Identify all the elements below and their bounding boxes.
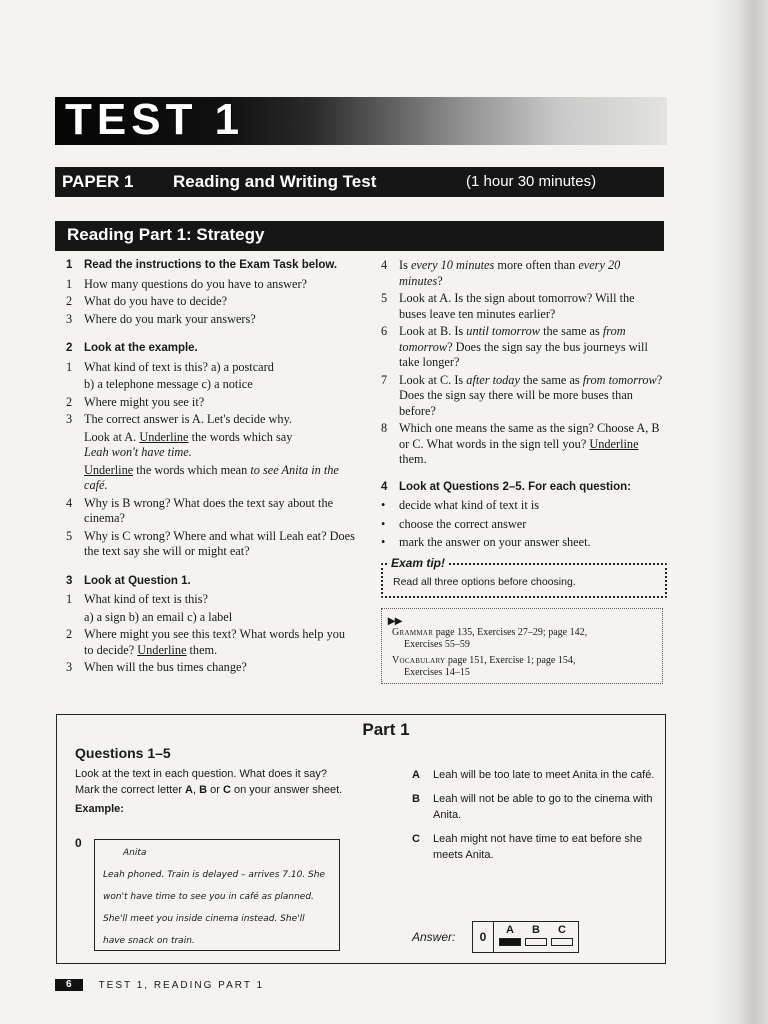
step-3-item: 4 Is every 10 minutes more often than every 20 minutes? [381,258,621,288]
step-3-item: 8 Which one means the same as the sign? Choose A, B or C. What words in the sign tell you? Underline them. [381,421,660,466]
step-2-item: 2 Where might you see it? [66,394,205,409]
paper-label: PAPER 1 [62,172,134,191]
paper-heading-bar [55,167,664,197]
part-title: Part 1 [362,720,410,739]
step-3-item-options: a) a sign b) an email c) a label [84,609,233,624]
step-4-bullet: • choose the correct answer [381,516,527,531]
step-4-heading: 4 Look at Questions 2–5. For each question: [381,480,631,493]
step-2-item: 1 What kind of text is this? a) a postcard [66,359,274,374]
step-4-bullet: • mark the answer on your answer sheet. [381,535,591,549]
step-3-item: 2 Where might you see this text? What words help you to decide? Underline them. [66,627,346,657]
vocabulary-reference: Vocabulary page 151, Exercise 1; page 154, [392,655,576,666]
page-number: 6 [55,979,83,991]
step-3-item: 1 What kind of text is this? [66,592,208,606]
questions-heading: Questions 1–5 [75,745,171,761]
answer-cell-a: A [497,924,523,950]
answer-cell-b: B [523,924,549,950]
page-footer [55,979,264,991]
step-3-item: 3 When will the bus times change? [66,660,247,674]
step-2-instruction: Look at A. Underline the words which say Leah won't have time. [84,429,293,459]
answer-label: Answer: [412,930,456,944]
section-heading-bar [55,221,664,251]
paper-duration: (1 hour 30 minutes) [466,173,597,190]
answer-grid [412,921,579,953]
step-1-item: 2 What do you have to decide? [66,294,228,308]
step-4-bullet: • decide what kind of text it is [381,498,540,512]
step-3-item: 5 Look at A. Is the sign about tomorrow? Will the buses leave ten minutes earlier? [381,291,635,321]
step-2-item: 3 The correct answer is A. Let's decide why. [66,412,292,426]
step-2-item-options: b) a telephone message c) a notice [84,377,253,391]
step-1-heading: 1 Read the instructions to the Exam Task below. [66,259,338,271]
example-label: Example: [75,803,124,815]
page-spine-shadow [710,0,768,1024]
test-banner [55,97,667,145]
step-2-instruction: Underline the words which mean to see Anita in the café. [84,462,339,492]
step-2-heading: 2 Look at the example. [66,342,198,354]
grammar-reference: Grammar page 135, Exercises 27–29; page 142, [392,627,588,638]
step-3-item: 6 Look at B. Is until tomorrow the same as from tomorrow? Does the sign say the bus journeys will take longer? [381,324,648,369]
step-1-item: 1 How many questions do you have to answer? [66,276,308,291]
step-2-item: 4 Why is B wrong? What does the text say about the cinema? [66,495,334,525]
answer-box-b [525,938,547,946]
step-2-item: 5 Why is C wrong? Where and what will Leah eat? Does the text say she will or might eat? [66,528,355,558]
strategy-left-column [66,258,356,678]
reference-box: ▸▸ Grammar page 135, Exercises 27–29; page 142, Exercises 55–59 Vocabulary page 151, Exercise 1; page 154, Exercises 14–15 [381,608,663,684]
exam-tip-box [381,555,667,599]
answer-options [412,767,657,871]
answer-cell-c: C [549,924,575,950]
task-instructions: Look at the text in each question. What does it say? Mark the correct letter A, B or C on your answer sheet. [75,768,343,796]
exam-tip-heading: Exam tip! [387,556,449,572]
test-title: TEST 1 [65,97,245,144]
running-title: TEST 1, READING PART 1 [98,979,265,991]
paper-title: Reading and Writing Test [173,172,377,191]
step-3-item: 7 Look at C. Is after today the same as from tomorrow? Does the sign say there will be more buses than before? [381,372,663,418]
answer-box-c [551,938,573,946]
option-a: A Leah will be too late to meet Anita in the café. [412,769,655,781]
arrow-icon: ▸▸ [388,612,403,628]
answer-sheet-row: 0 A B C [472,921,579,953]
option-b: B Leah will not be able to go to the cinema with Anita. [412,793,653,821]
step-1-item: 3 Where do you mark your answers? [66,311,256,326]
exam-tip-text: Read all three options before choosing. [393,575,576,588]
step-3-heading: 3 Look at Question 1. [66,574,191,587]
answer-box-a [499,938,521,946]
strategy-right-column [381,258,665,684]
handwritten-note: Anita Leah phoned. Train is delayed – arrives 7.10. She won't have time to see you in café as planned. She'll meet you inside cinema instead. She'll have snack on train. [94,839,340,951]
exam-task-box [56,714,666,964]
section-title: Reading Part 1: Strategy [67,225,265,244]
example-number: 0 [75,836,82,850]
option-c: C Leah might not have time to eat before she meets Anita. [412,833,643,861]
